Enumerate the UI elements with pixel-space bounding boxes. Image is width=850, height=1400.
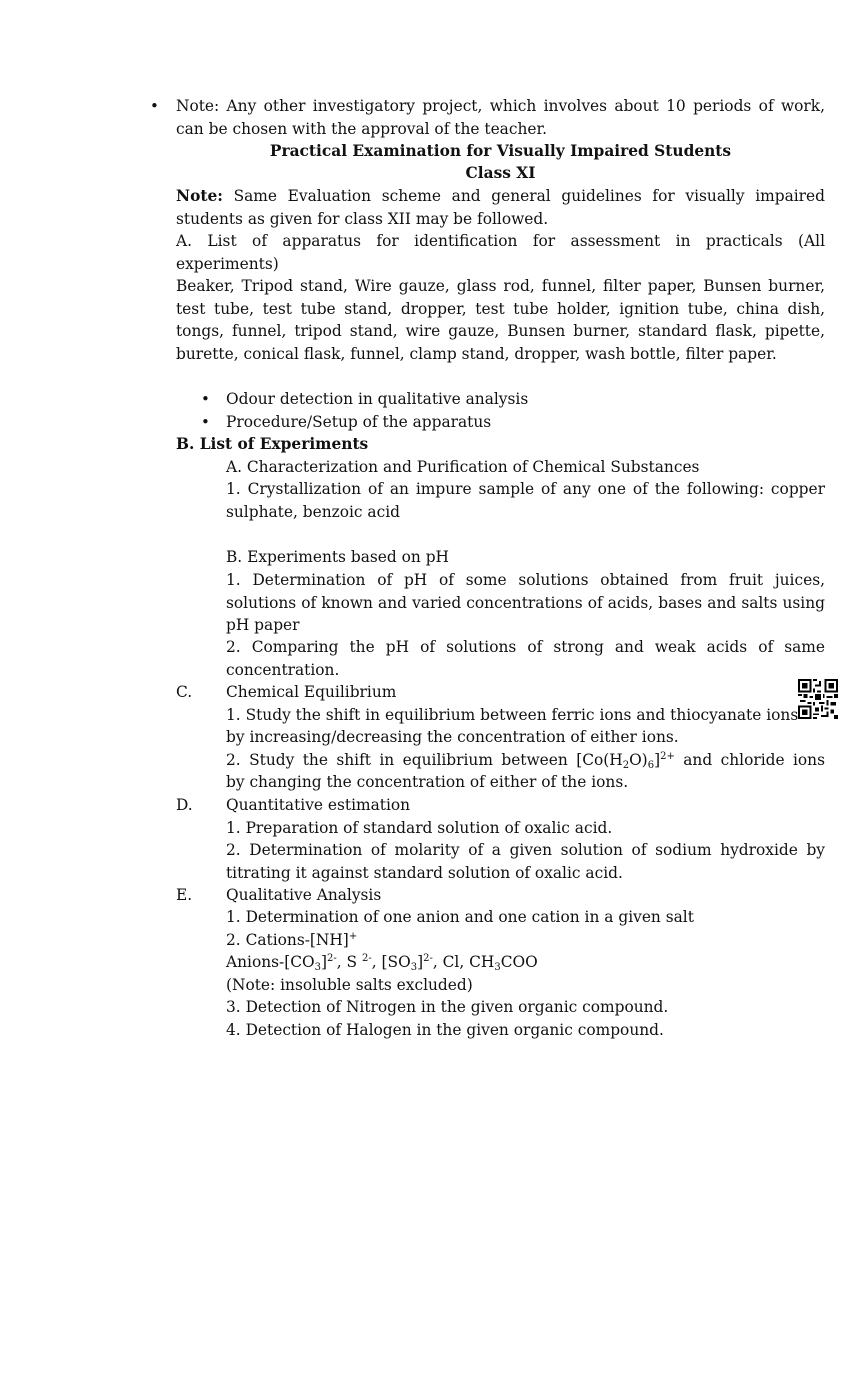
section-a-item: 1. Crystallization of an impure sample of any one of the following: copper sulphate, benzoic acid — [226, 480, 825, 521]
section-c-item-2-line-2: by changing the concentration of either of the ions. — [226, 773, 629, 791]
cobalt-text: and chloride ions — [674, 751, 825, 769]
subscript: 2 — [622, 760, 630, 771]
superscript: 2- — [362, 953, 372, 964]
section-e-item: 3. Detection of Nitrogen in the given organic compound. — [226, 998, 669, 1016]
qr-code-icon[interactable] — [798, 679, 838, 719]
apparatus-list: Beaker, Tripod stand, Wire gauze, glass rod, funnel, filter paper, Bunsen burner, test tube, test tube stand, dropper, test tube holder, ignition tube, china dish, tongs, funnel, tripod stand, wire gauze, Bunsen burner, standard flask, pipette, burette, conical flask, funnel, clamp stand, dropper, wash bottle, filter paper. — [176, 277, 825, 363]
section-e-item: 4. Detection of Halogen in the given organic compound. — [226, 1021, 664, 1039]
section-d-letter: D. — [176, 796, 193, 814]
subscript: 6 — [647, 760, 655, 771]
section-d-title: Quantitative estimation — [226, 796, 411, 814]
section-e-title: Qualitative Analysis — [226, 886, 382, 904]
subscript: 3 — [410, 962, 418, 973]
subscript: 3 — [314, 962, 321, 973]
experiments-heading: B. List of Experiments — [176, 435, 369, 453]
section-b-title: B. Experiments based on pH — [226, 548, 449, 566]
superscript: 2- — [327, 953, 337, 964]
superscript: 2- — [423, 953, 433, 964]
class-label: Class XI — [465, 164, 536, 182]
cobalt-text: ] — [654, 751, 661, 769]
section-c-item-1-line-1: 1. Study the shift in equilibrium between ferric ions and thiocyanate ions — [226, 706, 798, 724]
investigatory-note: Note: Any other investigatory project, which involves about 10 periods of work, can be chosen with the approval of the teacher. — [176, 97, 825, 138]
note-bullet-dot: • — [150, 97, 159, 115]
superscript: 2+ — [660, 751, 675, 762]
anions-text: , [SO — [371, 953, 411, 971]
evaluation-note-label: Note: — [176, 187, 223, 205]
section-b-item: 1. Determination of pH of some solutions obtained from fruit juices, solutions of known and varied concentrations of acids, bases and salts using pH paper — [226, 571, 825, 635]
section-c-item-1-line-2: by increasing/decreasing the concentration of either ions. — [226, 728, 679, 746]
section-d-item: 1. Preparation of standard solution of oxalic acid. — [226, 819, 613, 837]
apparatus-bullet-item: Odour detection in qualitative analysis — [226, 390, 529, 408]
evaluation-note-text: Same Evaluation scheme and general guidelines for visually impaired students as given for class XII may be followed. — [176, 187, 825, 228]
superscript: + — [348, 931, 358, 942]
anions-text: , S — [336, 953, 362, 971]
section-e-letter: E. — [176, 886, 193, 904]
section-b-item: 2. Comparing the pH of solutions of strong and weak acids of same concentration. — [226, 638, 825, 679]
cobalt-text: 2. Study the shift in equilibrium between [Co(H — [226, 751, 623, 769]
apparatus-bullet-dot: • — [201, 390, 210, 408]
section-c-letter: C. — [176, 683, 193, 701]
anions-text: ] — [321, 953, 328, 971]
subscript: 3 — [494, 962, 501, 973]
apparatus-heading: A. List of apparatus for identification for assessment in practicals (All experiments) — [176, 232, 825, 273]
apparatus-bullet-dot: • — [201, 413, 210, 431]
apparatus-bullet-item: Procedure/Setup of the apparatus — [226, 413, 492, 431]
cations-text: 2. Cations-[NH] — [226, 931, 349, 949]
anions-note: (Note: insoluble salts excluded) — [226, 976, 473, 994]
cobalt-text: O) — [629, 751, 648, 769]
section-d-item: 2. Determination of molarity of a given solution of sodium hydroxide by titrating it against standard solution of oxalic acid. — [226, 841, 825, 882]
section-c-title: Chemical Equilibrium — [226, 683, 397, 701]
evaluation-note — [176, 185, 825, 230]
anions-text: COO — [500, 953, 538, 971]
page-title: Practical Examination for Visually Impaired Students — [269, 142, 732, 160]
anions-text: ] — [417, 953, 424, 971]
anions-text: , Cl, CH — [432, 953, 495, 971]
section-e-item: 1. Determination of one anion and one cation in a given salt — [226, 908, 694, 926]
anions-text: Anions-[CO — [226, 953, 315, 971]
anions-line — [226, 951, 538, 977]
section-a-title: A. Characterization and Purification of Chemical Substances — [226, 458, 700, 476]
